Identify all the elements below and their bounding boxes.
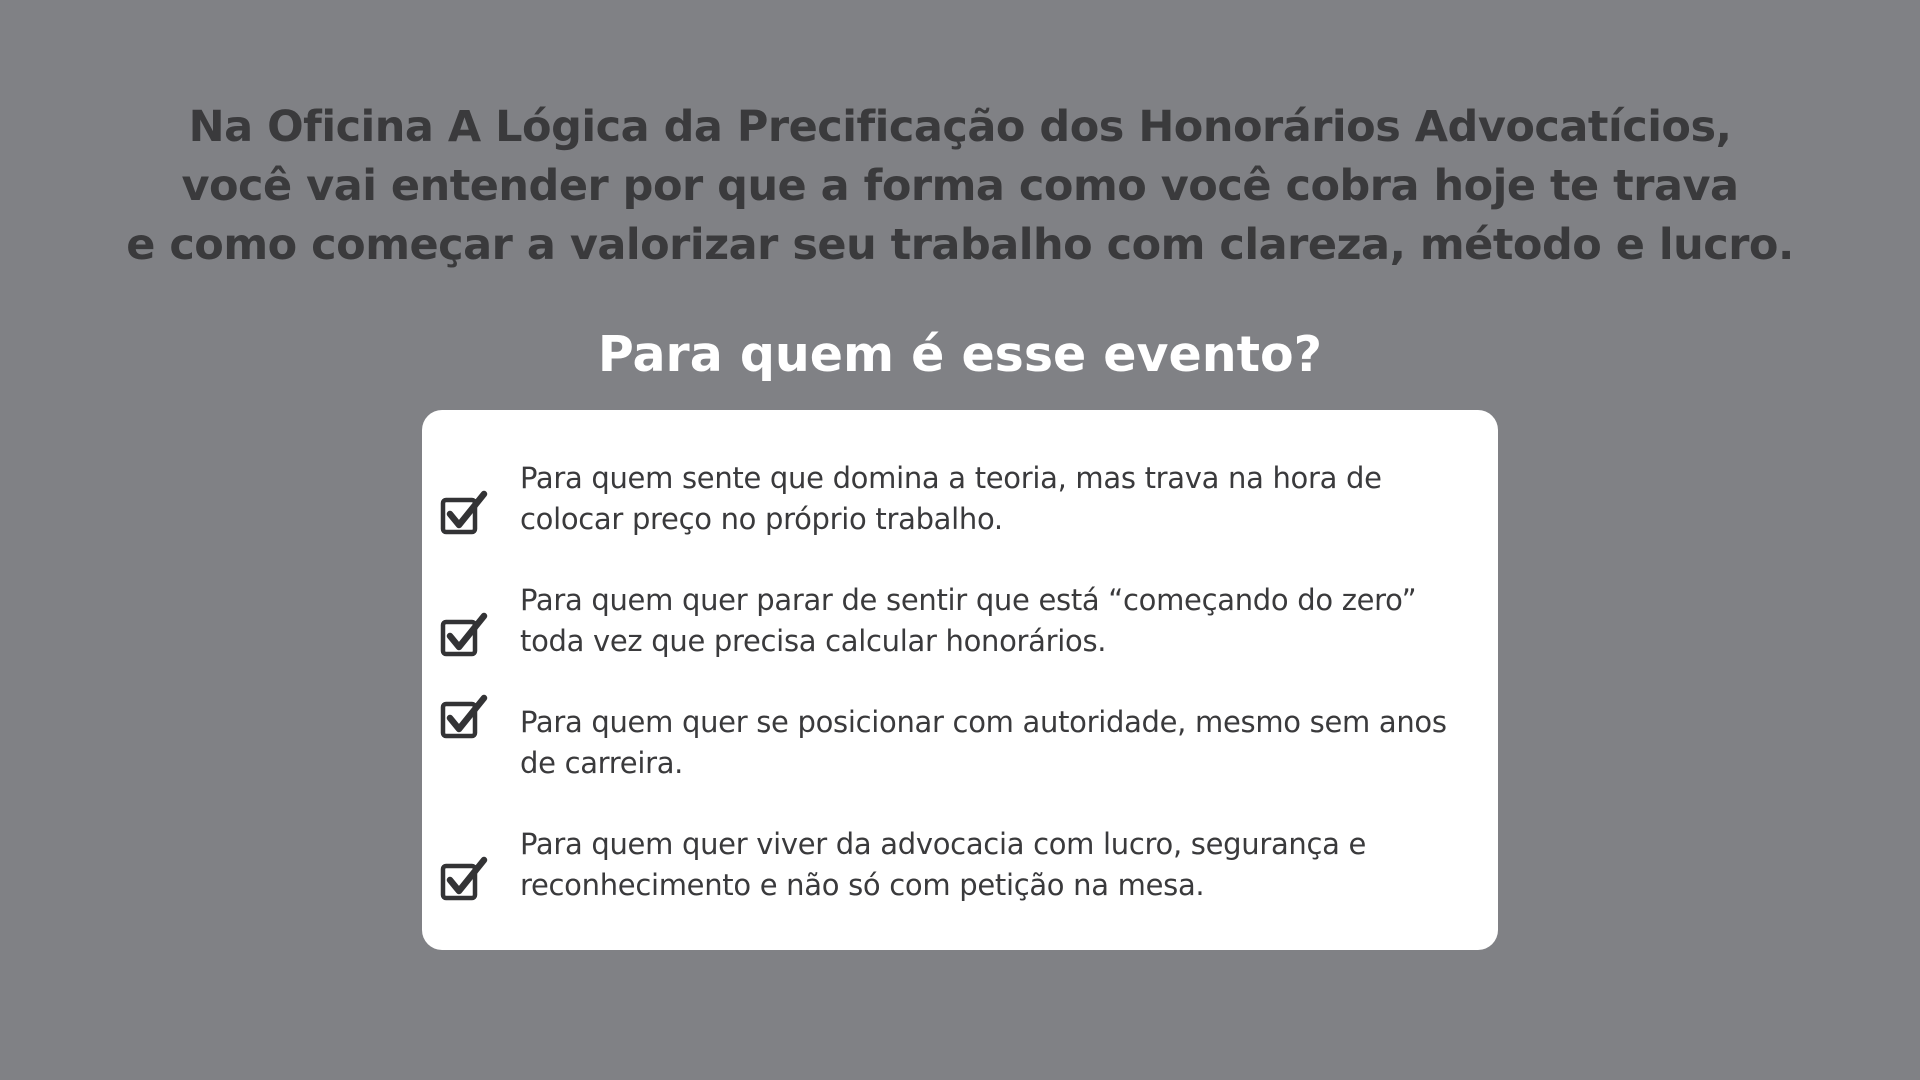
audience-card xyxy=(422,410,1498,950)
headline-line-2: você vai entender por que a forma como você cobra hoje te trava xyxy=(181,161,1739,211)
headline-line-1: Na Oficina A Lógica da Precificação dos Honorários Advocatícios, xyxy=(188,102,1732,152)
checkbox-checked-icon xyxy=(440,694,488,740)
section-title: Para quem é esse evento? xyxy=(597,326,1323,383)
checkbox-checked-icon xyxy=(440,490,488,536)
checklist-item-text: Para quem quer se posicionar com autoridade, mesmo sem anos de carreira. xyxy=(520,705,1447,780)
checklist-item-text: Para quem quer viver da advocacia com lucro, segurança e reconhecimento e não só com petição na mesa. xyxy=(520,827,1367,902)
checkbox-checked-icon xyxy=(440,612,488,658)
checkbox-checked-icon xyxy=(440,856,488,902)
checklist-item-text: Para quem quer parar de sentir que está “começando do zero” toda vez que precisa calcular honorários. xyxy=(520,583,1417,658)
headline xyxy=(0,98,1920,275)
headline-line-3: e como começar a valorizar seu trabalho com clareza, método e lucro. xyxy=(126,220,1794,270)
checklist-item-text: Para quem sente que domina a teoria, mas trava na hora de colocar preço no próprio trabalho. xyxy=(520,461,1382,536)
